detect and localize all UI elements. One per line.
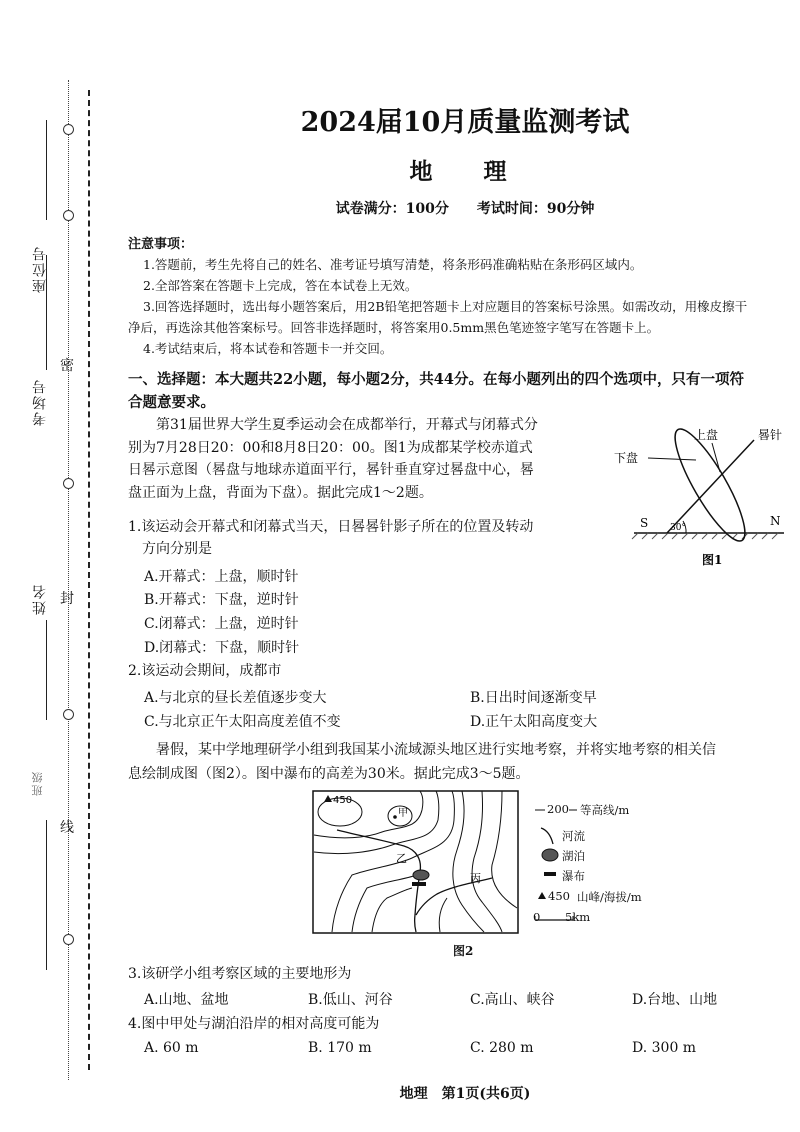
- label-gnomon: 晷针: [758, 428, 783, 442]
- binding-dashed-line: [88, 90, 90, 1070]
- label-yi: 乙: [396, 852, 407, 865]
- question-4-option-b: B. 170 m: [308, 1040, 372, 1056]
- legend-scale-text: 5km: [565, 910, 591, 924]
- figure-2-contour-map: [312, 790, 522, 935]
- legend-waterfall-label: 瀑布: [562, 869, 585, 883]
- question-3-option-c: C.高山、峡谷: [470, 992, 555, 1008]
- peak-elevation: 450: [333, 795, 353, 806]
- name-label: 姓名: [32, 583, 48, 615]
- label-jia: 甲: [398, 808, 408, 819]
- question-1-option-c: C.闭幕式：上盘，逆时针: [144, 616, 299, 632]
- question-4-option-a: A. 60 m: [144, 1040, 199, 1056]
- question-2-option-a: A.与北京的昼长差值逐步变大: [144, 690, 327, 706]
- notice-heading: 注意事项：: [128, 237, 194, 252]
- question-2-stem: 2.该运动会期间，成都市: [128, 663, 282, 679]
- question-1-option-d: D.闭幕式：下盘，顺时针: [144, 640, 300, 656]
- waterfall: [412, 882, 426, 886]
- figure-1-sundial: [612, 425, 792, 570]
- class-label: 班级: [31, 770, 44, 796]
- question-1-option-a: A.开幕式：上盘，顺时针: [144, 569, 299, 585]
- figure-1-caption: 图1: [702, 553, 723, 567]
- legend-river-symbol: [541, 828, 553, 844]
- binding-hole: [63, 478, 74, 489]
- question-3-stem: 3.该研学小组考察区域的主要地形为: [128, 966, 352, 982]
- notice-item: 2.全部答案在答题卡上完成，答在本试卷上无效。: [143, 278, 418, 293]
- legend-lake-label: 湖泊: [562, 849, 585, 863]
- point-jia-dot: [393, 815, 397, 819]
- class-line: [46, 820, 47, 970]
- seal-char-mi: 密: [60, 358, 74, 374]
- legend-contour-value: 200: [547, 802, 569, 816]
- label-angle: 30°: [670, 523, 686, 533]
- question-3-option-a: A.山地、盆地: [144, 992, 229, 1008]
- upper-plate-leader: [712, 443, 720, 472]
- question-4-option-c: C. 280 m: [470, 1040, 534, 1056]
- label-north: N: [770, 514, 781, 528]
- question-2-option-b: B.日出时间逐渐变早: [470, 690, 597, 706]
- subject-title: 地 理: [409, 158, 521, 185]
- figure-2-caption: 图2: [453, 944, 474, 958]
- legend-waterfall-symbol: [544, 872, 556, 876]
- binding-hole: [63, 934, 74, 945]
- question-4-stem: 4.图中甲处与湖泊沿岸的相对高度可能为: [128, 1016, 380, 1032]
- lower-plate-leader: [648, 458, 696, 460]
- notice-item: 4.考试结束后，将本试卷和答题卡一并交回。: [143, 341, 393, 356]
- label-bing: 丙: [470, 872, 481, 885]
- seal-char-xian: 线: [60, 820, 74, 836]
- ground-hatch: [632, 533, 778, 539]
- legend-river-label: 河流: [562, 829, 585, 843]
- gnomon: [667, 440, 754, 533]
- passage-2: 暑假，某中学地理研学小组到我国某小流域源头地区进行实地考察，并将实地考察的相关信 息绘制成图（图2）。图中瀑布的高差为30米。据此完成3～5题。: [128, 742, 716, 782]
- notice-item: 净后，再选涂其他答案标号。回答非选择题时，将答案用0.5mm黑色笔迹签字笔写在答题卡上。: [128, 320, 660, 335]
- label-upper-plate: 上盘: [694, 428, 719, 442]
- question-1-option-b: B.开幕式：下盘，逆时针: [144, 592, 299, 608]
- question-3-option-b: B.低山、河谷: [308, 992, 393, 1008]
- seat-number-label: 座位号: [32, 245, 48, 293]
- question-2-option-c: C.与北京正午太阳高度差值不变: [144, 714, 341, 730]
- legend-contour-label: 等高线/m: [580, 803, 630, 817]
- exam-room-line: [46, 255, 47, 370]
- passage-1: 第31届世界大学生夏季运动会在成都举行，开幕式与闭幕式分 别为7月28日20：00和8月8日20：00。图1为成都某学校赤道式 日晷示意图（晷盘与地球赤道面平行，晷针垂直穿过晷盘中心，晷 盘正面为上盘，背面为下盘）。据此完成1～2题。: [128, 417, 538, 501]
- label-south: S: [640, 516, 649, 530]
- lake: [413, 870, 429, 880]
- exam-room-label: 考场号: [32, 378, 48, 426]
- section-heading: 一、选择题：本大题共22小题，每小题2分，共44分。在每小题列出的四个选项中，只有一项符 合题意要求。: [128, 371, 744, 411]
- binding-dotted-line: [68, 80, 69, 1080]
- question-2-option-d: D.正午太阳高度变大: [470, 714, 598, 730]
- question-3-option-d: D.台地、山地: [632, 992, 718, 1008]
- legend-peak-symbol: [538, 892, 546, 899]
- exam-title: 2024届10月质量监测考试: [300, 107, 630, 138]
- notice-item: 1.答题前，考生先将自己的姓名、准考证号填写清楚，将条形码准确粘贴在条形码区域内。: [143, 257, 643, 272]
- legend-peak-value: 450: [548, 889, 570, 903]
- seal-char-feng: 封: [60, 591, 74, 607]
- label-lower-plate: 下盘: [614, 451, 639, 465]
- name-line: [46, 620, 47, 720]
- legend-peak-label: 山峰/海拔/m: [577, 890, 642, 904]
- exam-meta: 试卷满分：100分 考试时间：90分钟: [335, 201, 595, 217]
- legend-lake-symbol: [542, 849, 558, 861]
- binding-hole: [63, 709, 74, 720]
- page-footer: 地理 第1页(共6页): [399, 1086, 531, 1102]
- legend-scale-zero: 0: [533, 910, 541, 924]
- notice-item: 3.回答选择题时，选出每小题答案后，用2B铅笔把答题卡上对应题目的答案标号涂黑。如需改动，用橡皮擦干: [143, 299, 748, 314]
- question-4-option-d: D. 300 m: [632, 1040, 697, 1056]
- question-1-stem: 1.该运动会开幕式和闭幕式当天，日晷晷针影子所在的位置及转动 方向分别是: [128, 519, 534, 557]
